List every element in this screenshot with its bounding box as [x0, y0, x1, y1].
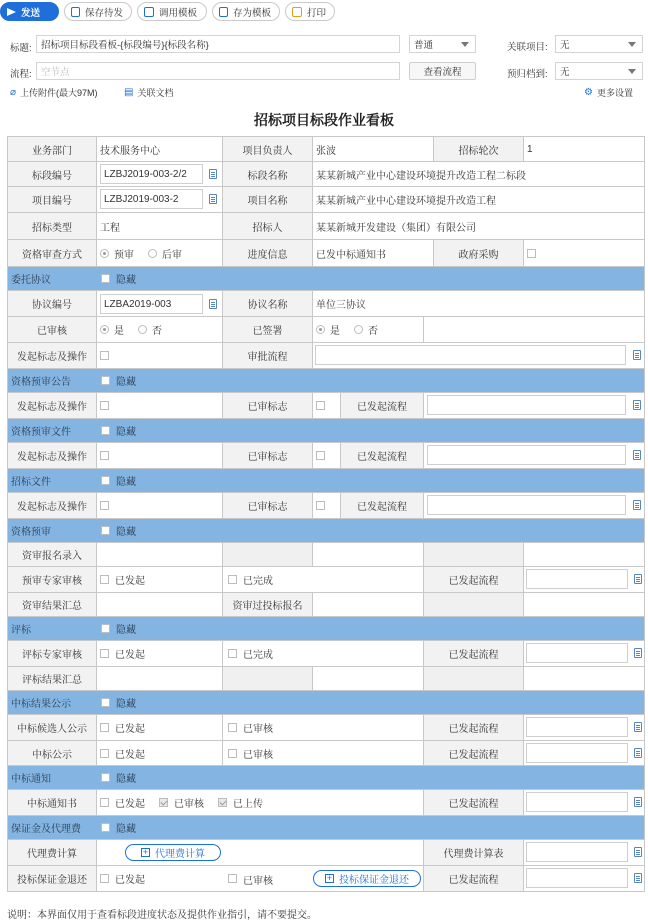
picker-icon[interactable]	[209, 169, 217, 179]
hide-checkbox[interactable]	[101, 823, 110, 832]
picker-icon[interactable]	[209, 299, 217, 309]
project-name-value: 某某新城产业中心建设环境提升改造工程	[312, 187, 645, 212]
started-flow-field[interactable]	[526, 743, 628, 763]
tenderer-label: 招标人	[222, 213, 312, 239]
picker-icon[interactable]	[634, 748, 642, 758]
gov-purchase-checkbox[interactable]	[527, 249, 536, 258]
title-label: 标题:	[10, 43, 32, 54]
agreement-no-cell	[96, 291, 222, 316]
hide-label: 隐藏	[116, 477, 136, 488]
started-label: 已发起	[115, 799, 145, 810]
agreement-name-value: 单位三协议	[312, 291, 645, 316]
started-checkbox[interactable]	[100, 723, 109, 732]
reviewed-checkbox[interactable]	[159, 798, 168, 807]
done-label: 已完成	[243, 650, 273, 661]
empty-cell	[423, 593, 523, 616]
deposit-refund-cell	[96, 866, 423, 891]
tenderer-value: 某某新城开发建设（集团）有限公司	[312, 213, 645, 239]
flow-input[interactable]: 空节点	[36, 62, 400, 80]
project-no-field[interactable]: LZBJ2019-003-2	[100, 189, 203, 209]
notice-status-cell	[96, 790, 423, 815]
table-row	[7, 866, 645, 892]
enroll-label: 资审报名录入	[7, 543, 96, 566]
save-template-button[interactable]: 存为模板	[212, 2, 280, 21]
review-pre-label: 预审	[114, 249, 134, 261]
section-name-label: 标段名称	[222, 162, 312, 186]
uploaded-checkbox[interactable]	[218, 798, 227, 807]
hide-checkbox[interactable]	[101, 698, 110, 707]
started-flow-cell	[523, 866, 645, 891]
hide-checkbox[interactable]	[101, 773, 110, 782]
started-flow-label: 已发起流程	[423, 567, 523, 592]
reviewed-label: 已审核	[174, 799, 204, 810]
empty-cell	[96, 543, 222, 566]
section-no-cell	[96, 162, 222, 186]
yes-label: 是	[330, 326, 340, 337]
chevron-down-icon	[628, 42, 636, 47]
started-cell	[96, 715, 222, 740]
gov-purchase-label: 政府采购	[433, 240, 523, 266]
started-flow-cell	[523, 715, 645, 740]
fee-calc-button[interactable]: + 代理费计算	[125, 844, 221, 861]
chevron-down-icon	[628, 69, 636, 74]
progress-label: 进度信息	[222, 240, 312, 266]
related-doc-link[interactable]: ▤ 关联文档	[124, 87, 174, 98]
started-label: 已发起	[115, 749, 145, 761]
table-row	[7, 240, 645, 267]
start-op-label: 发起标志及操作	[7, 493, 96, 518]
section-no-field[interactable]: LZBJ2019-003-2/2	[100, 164, 203, 184]
started-flow-field[interactable]	[526, 717, 628, 737]
table-row	[7, 443, 645, 469]
started-checkbox[interactable]	[100, 575, 109, 584]
owner-label: 项目负责人	[222, 137, 312, 161]
load-template-button[interactable]: 调用模板	[137, 2, 207, 21]
board-grid	[7, 136, 645, 892]
approval-flow-label: 审批流程	[222, 343, 312, 368]
round-value: 1	[523, 137, 645, 161]
started-flow-cell	[523, 790, 645, 815]
done-cell	[222, 641, 423, 666]
yes-label: 是	[114, 326, 124, 337]
reviewed-cell	[96, 317, 222, 342]
started-flow-label: 已发起流程	[423, 741, 523, 765]
reviewed-checkbox[interactable]	[316, 401, 325, 410]
started-cell	[96, 641, 222, 666]
hide-checkbox[interactable]	[101, 426, 110, 435]
started-flow-field[interactable]	[526, 868, 628, 888]
send-icon	[7, 8, 16, 16]
section-header-evaluation	[7, 617, 645, 641]
hide-label: 隐藏	[116, 527, 136, 538]
started-checkbox[interactable]	[100, 798, 109, 807]
table-row	[7, 493, 645, 519]
flow-label: 流程:	[10, 69, 32, 80]
table-row	[7, 393, 645, 419]
started-flow-label: 已发起流程	[423, 715, 523, 740]
empty-cell	[222, 667, 312, 690]
empty-cell	[312, 667, 423, 690]
hide-label: 隐藏	[116, 699, 136, 710]
hide-label: 隐藏	[116, 275, 136, 286]
reviewed-label: 已审核	[243, 724, 273, 735]
started-flow-cell	[523, 567, 645, 592]
started-flow-cell	[423, 493, 645, 518]
start-checkbox[interactable]	[100, 451, 109, 460]
document-icon: ▤	[124, 87, 134, 98]
table-row	[7, 213, 645, 240]
archive-label: 预归档到:	[507, 69, 548, 80]
related-project-select[interactable]: 无	[555, 35, 643, 53]
empty-cell	[312, 543, 423, 566]
signed-label: 已签署	[222, 317, 312, 342]
start-op-label: 发起标志及操作	[7, 393, 96, 418]
done-cell	[222, 567, 423, 592]
started-checkbox[interactable]	[100, 749, 109, 758]
reviewed-cell	[222, 741, 423, 765]
hide-checkbox[interactable]	[101, 274, 110, 283]
table-row	[7, 840, 645, 866]
project-no-label: 项目编号	[7, 187, 96, 212]
deposit-refund-button[interactable]: + 投标保证金退还	[313, 870, 421, 887]
started-flow-label: 已发起流程	[423, 790, 523, 815]
empty-cell	[423, 317, 645, 342]
priority-select[interactable]: 普通	[409, 35, 476, 53]
start-op-label: 发起标志及操作	[7, 443, 96, 468]
reviewed-flag-label: 已审标志	[222, 393, 312, 418]
related-project-label: 关联项目:	[507, 42, 548, 53]
reviewed-checkbox[interactable]	[316, 501, 325, 510]
signed-no-radio[interactable]	[354, 325, 363, 334]
agreement-no-field[interactable]: LZBA2019-003	[100, 294, 203, 314]
started-flow-label: 已发起流程	[340, 443, 423, 468]
signed-cell	[312, 317, 423, 342]
picker-icon[interactable]	[634, 847, 642, 857]
type-value: 工程	[96, 213, 222, 239]
hide-checkbox[interactable]	[101, 624, 110, 633]
reviewed-checkbox[interactable]	[228, 874, 237, 883]
start-op-cell	[96, 493, 222, 518]
section-header-prequal	[7, 519, 645, 543]
picker-icon[interactable]	[634, 648, 642, 658]
review-method-label: 资格审查方式	[7, 240, 96, 266]
table-row	[7, 317, 645, 343]
round-label: 招标轮次	[433, 137, 523, 161]
reviewed-flag-cell	[312, 493, 340, 518]
dept-value: 技术服务中心	[96, 137, 222, 161]
picker-icon[interactable]	[633, 450, 641, 460]
plus-icon: +	[326, 873, 333, 883]
hide-label: 隐藏	[116, 377, 136, 388]
done-checkbox[interactable]	[228, 649, 237, 658]
reviewed-yes-radio[interactable]	[100, 325, 109, 334]
started-checkbox[interactable]	[100, 649, 109, 658]
print-button[interactable]: 打印	[285, 2, 335, 21]
no-label: 否	[152, 326, 162, 337]
section-header-publicity	[7, 691, 645, 715]
table-row	[7, 162, 645, 187]
section-header-entrust	[7, 267, 645, 291]
reviewed-label: 已审核	[243, 749, 273, 761]
hide-label: 隐藏	[116, 427, 136, 438]
gov-purchase-cell	[523, 240, 645, 266]
save-template-icon	[219, 7, 228, 17]
empty-cell	[312, 593, 423, 616]
view-flow-button[interactable]: 查看流程	[409, 62, 476, 80]
done-label: 已完成	[243, 576, 273, 587]
deposit-refund-label: 投标保证金退还	[7, 866, 96, 891]
page-title: 招标项目标段作业看板	[254, 112, 394, 128]
reviewed-label: 已审核	[7, 317, 96, 342]
reviewed-flag-label: 已审标志	[222, 493, 312, 518]
uploaded-label: 已上传	[233, 799, 263, 810]
paperclip-icon: ⌀	[10, 87, 17, 98]
empty-cell	[423, 543, 523, 566]
section-header-pre-notice	[7, 369, 645, 393]
save-icon	[71, 7, 80, 17]
table-row	[7, 641, 645, 667]
gear-icon: ⚙	[584, 87, 593, 98]
picker-icon[interactable]	[634, 873, 642, 883]
fee-table-label: 代理费计算表	[423, 840, 523, 865]
started-flow-cell	[523, 641, 645, 666]
section-title: 资格预审	[11, 527, 51, 538]
picker-icon[interactable]	[634, 722, 642, 732]
project-no-cell	[96, 187, 222, 212]
picker-icon[interactable]	[634, 574, 642, 584]
candidate-publicity-label: 中标候选人公示	[7, 715, 96, 740]
table-row	[7, 741, 645, 766]
result-summary-label: 评标结果汇总	[7, 667, 96, 690]
table-row	[7, 667, 645, 691]
done-checkbox[interactable]	[228, 575, 237, 584]
passed-enroll-label: 资审过投标报名	[222, 593, 312, 616]
start-op-cell	[96, 443, 222, 468]
send-button[interactable]: 发送	[0, 2, 59, 21]
started-checkbox[interactable]	[100, 874, 109, 883]
reviewed-checkbox[interactable]	[228, 723, 237, 732]
signed-yes-radio[interactable]	[316, 325, 325, 334]
toolbar	[0, 0, 648, 24]
approval-flow-field[interactable]	[315, 345, 626, 365]
section-title: 评标	[11, 625, 31, 636]
footer-note: 说明：本界面仅用于查看标段进度状态及提供作业指引，请不要提交。	[7, 910, 317, 921]
started-flow-cell	[423, 393, 645, 418]
picker-icon[interactable]	[633, 500, 641, 510]
fee-table-field[interactable]	[526, 842, 628, 862]
section-title: 保证金及代理费	[11, 824, 81, 835]
start-checkbox[interactable]	[100, 401, 109, 410]
section-title: 资格预审文件	[11, 427, 71, 438]
section-title: 中标通知	[11, 774, 51, 785]
chevron-down-icon	[461, 42, 469, 47]
fee-calc-cell	[96, 840, 423, 865]
section-header-pre-doc	[7, 419, 645, 443]
more-settings-link[interactable]: ⚙ 更多设置	[584, 87, 633, 98]
table-row	[7, 187, 645, 213]
empty-cell	[222, 543, 312, 566]
empty-cell	[523, 593, 645, 616]
win-publicity-label: 中标公示	[7, 741, 96, 765]
result-summary-label: 资审结果汇总	[7, 593, 96, 616]
reviewed-checkbox[interactable]	[316, 451, 325, 460]
reviewed-checkbox[interactable]	[228, 749, 237, 758]
empty-cell	[523, 543, 645, 566]
hide-checkbox[interactable]	[101, 526, 110, 535]
owner-value: 张波	[312, 137, 433, 161]
started-flow-field[interactable]	[427, 395, 626, 415]
archive-select[interactable]: 无	[555, 62, 643, 80]
start-checkbox[interactable]	[100, 501, 109, 510]
section-no-label: 标段编号	[7, 162, 96, 186]
template-icon	[144, 7, 154, 17]
project-name-label: 项目名称	[222, 187, 312, 212]
empty-cell	[96, 593, 222, 616]
empty-cell	[423, 667, 523, 690]
section-name-value: 某某新城产业中心建设环境提升改造工程二标段	[312, 162, 645, 186]
started-label: 已发起	[115, 576, 145, 587]
started-flow-cell	[523, 741, 645, 765]
save-pending-button[interactable]: 保存待发	[64, 2, 132, 21]
picker-icon[interactable]	[633, 350, 641, 360]
review-post-radio[interactable]	[148, 249, 157, 258]
started-flow-label: 已发起流程	[340, 493, 423, 518]
picker-icon[interactable]	[209, 194, 217, 204]
section-header-tender-doc	[7, 469, 645, 493]
section-title: 招标文件	[11, 477, 51, 488]
started-flow-cell	[423, 443, 645, 468]
started-flow-label: 已发起流程	[423, 641, 523, 666]
started-label: 已发起	[115, 650, 145, 661]
empty-cell	[523, 667, 645, 690]
hide-checkbox[interactable]	[101, 376, 110, 385]
started-flow-field[interactable]	[427, 445, 626, 465]
expert-review-label: 预审专家审核	[7, 567, 96, 592]
start-op-cell	[96, 393, 222, 418]
started-flow-field[interactable]	[526, 792, 628, 812]
started-cell	[96, 741, 222, 765]
table-row	[7, 291, 645, 317]
review-post-label: 后审	[162, 249, 182, 261]
started-flow-label: 已发起流程	[340, 393, 423, 418]
table-row	[7, 790, 645, 816]
section-header-deposit	[7, 816, 645, 840]
upload-attachment-link[interactable]: ⌀ 上传附件(最大97M)	[10, 87, 98, 98]
table-row	[7, 567, 645, 593]
fee-calc-label: 代理费计算	[7, 840, 96, 865]
type-label: 招标类型	[7, 213, 96, 239]
dept-label: 业务部门	[7, 137, 96, 161]
review-method-cell	[96, 240, 222, 266]
table-row	[7, 136, 645, 162]
started-flow-field[interactable]	[427, 495, 626, 515]
expert-review-label: 评标专家审核	[7, 641, 96, 666]
notice-letter-label: 中标通知书	[7, 790, 96, 815]
reviewed-no-radio[interactable]	[138, 325, 147, 334]
no-label: 否	[368, 326, 378, 337]
table-row	[7, 343, 645, 369]
title-input[interactable]: 招标项目标段看板-{标段编号}{标段名称}	[36, 35, 400, 53]
agreement-no-label: 协议编号	[7, 291, 96, 316]
picker-icon[interactable]	[634, 797, 642, 807]
reviewed-flag-label: 已审标志	[222, 443, 312, 468]
approval-flow-cell	[312, 343, 645, 368]
plus-icon: +	[142, 847, 149, 857]
section-title: 中标结果公示	[11, 699, 71, 710]
review-pre-radio[interactable]	[100, 249, 109, 258]
table-row	[7, 543, 645, 567]
reviewed-cell	[222, 715, 423, 740]
started-flow-field[interactable]	[526, 569, 628, 589]
started-label: 已发起	[115, 724, 145, 735]
reviewed-flag-cell	[312, 393, 340, 418]
started-cell	[96, 567, 222, 592]
section-title: 委托协议	[11, 275, 51, 286]
start-checkbox[interactable]	[100, 351, 109, 360]
section-title: 资格预审公告	[11, 377, 71, 388]
reviewed-label: 已审核	[243, 876, 273, 887]
section-header-notice	[7, 766, 645, 790]
hide-label: 隐藏	[116, 824, 136, 835]
table-row	[7, 715, 645, 741]
empty-cell	[96, 667, 222, 690]
hide-checkbox[interactable]	[101, 476, 110, 485]
started-flow-label: 已发起流程	[423, 866, 523, 891]
progress-value: 已发中标通知书	[312, 240, 433, 266]
started-label: 已发起	[115, 875, 145, 886]
reviewed-flag-cell	[312, 443, 340, 468]
print-icon	[292, 7, 302, 17]
hide-label: 隐藏	[116, 774, 136, 785]
start-op-label: 发起标志及操作	[7, 343, 96, 368]
started-flow-field[interactable]	[526, 643, 628, 663]
start-op-cell	[96, 343, 222, 368]
agreement-name-label: 协议名称	[222, 291, 312, 316]
fee-table-cell	[523, 840, 645, 865]
hide-label: 隐藏	[116, 625, 136, 636]
picker-icon[interactable]	[633, 400, 641, 410]
table-row	[7, 593, 645, 617]
